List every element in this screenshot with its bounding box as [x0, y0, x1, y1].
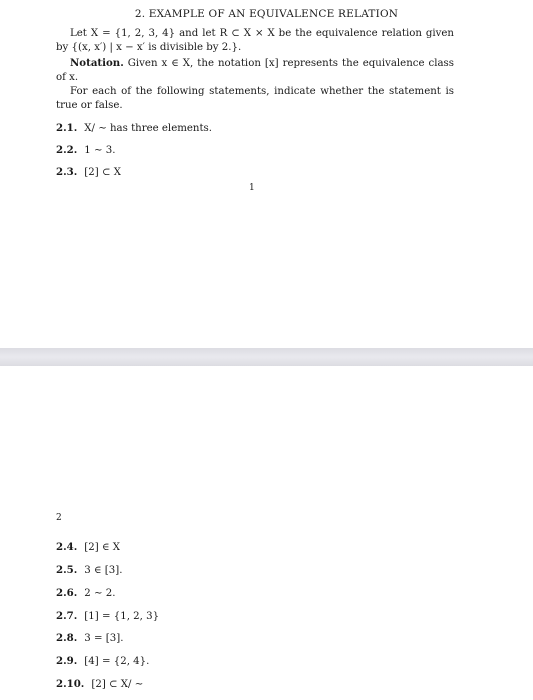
- list-item: [56, 121, 456, 136]
- list-item: [56, 563, 456, 578]
- document-page-1: [0, 0, 533, 348]
- item-text: [2] ∈ X: [84, 542, 120, 553]
- item-text: [2] ⊂ X: [84, 167, 121, 178]
- list-item: [56, 654, 456, 669]
- item-number: 2.8.: [56, 632, 78, 644]
- intro-paragraph: [56, 27, 454, 55]
- notation-label: Notation.: [70, 57, 124, 69]
- item-text: 3 ∈ [3].: [84, 565, 123, 576]
- item-text: [4] = {2, 4}.: [84, 656, 150, 667]
- list-item: [56, 143, 456, 158]
- section-heading: 2. EXAMPLE OF AN EQUIVALENCE RELATION: [134, 8, 399, 20]
- instructions-paragraph: [56, 85, 454, 113]
- item-number: 2.4.: [56, 541, 78, 553]
- intro-text: Let X = {1, 2, 3, 4} and let R ⊂ X × X be the equivalence relation given by {(x, x′) | x − x′ is divisible by 2.}.: [56, 28, 454, 53]
- item-number: 2.3.: [56, 166, 78, 178]
- item-number: 2.5.: [56, 564, 78, 576]
- list-item: [56, 586, 456, 601]
- notation-paragraph: [56, 56, 454, 85]
- notation-text: Given x ∈ X, the notation [x] represents the equivalence class of x.: [56, 58, 455, 83]
- item-text: X/ ∼ has three elements.: [84, 123, 213, 134]
- item-text: 3 = [3].: [84, 633, 124, 644]
- item-number: 2.10.: [56, 678, 85, 690]
- item-text: [2] ⊂ X/ ∼: [91, 679, 144, 690]
- list-item: [56, 609, 456, 624]
- document-page-2: [0, 366, 533, 700]
- instructions-text: For each of the following statements, indicate whether the statement is true or false.: [56, 86, 454, 111]
- page-number: 2: [56, 513, 62, 523]
- item-number: 2.2.: [56, 144, 78, 156]
- list-item: [56, 540, 456, 555]
- list-item: [56, 631, 456, 646]
- item-number: 2.9.: [56, 655, 78, 667]
- item-number: 2.1.: [56, 122, 78, 134]
- item-text: 1 ∼ 3.: [84, 145, 116, 156]
- item-number: 2.7.: [56, 610, 78, 622]
- page-separator: [0, 348, 533, 366]
- list-item: [56, 165, 456, 180]
- item-text: 2 ∼ 2.: [84, 588, 116, 599]
- item-number: 2.6.: [56, 587, 78, 599]
- page-number: 1: [249, 183, 255, 193]
- list-item: [56, 677, 456, 692]
- item-text: [1] = {1, 2, 3}: [84, 611, 160, 622]
